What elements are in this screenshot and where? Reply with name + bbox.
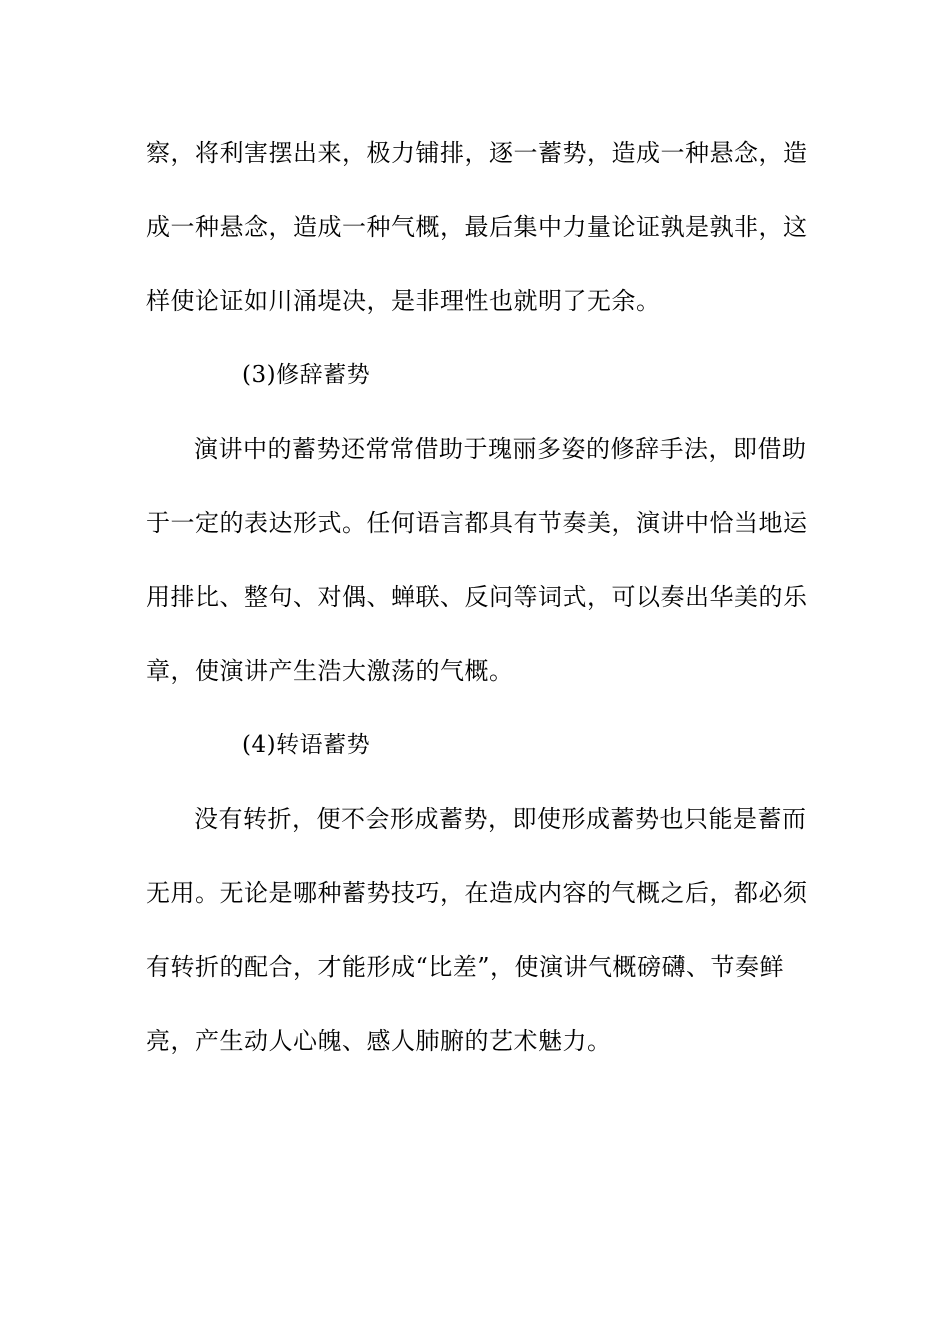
text-line: 察，将利害摆出来，极力铺排，逐一蓄势，造成一种悬念，造 [146,139,808,167]
paragraph-turn [146,782,806,1078]
section-heading-3 [146,338,806,412]
text-line: 于一定的表达形式。任何语言都具有节奏美，演讲中恰当地运 [146,509,808,537]
paragraph-continued [146,116,806,338]
heading-rhetoric: (3)修辞蓄势 [242,362,371,388]
paragraph-rhetoric [146,412,806,708]
text-line: 章，使演讲产生浩大激荡的气概。 [146,657,514,685]
text-line: 演讲中的蓄势还常常借助于瑰丽多姿的修辞手法，即借助 [194,435,807,463]
text-line: 样使论证如川涌堤决，是非理性也就明了无余。 [146,287,661,315]
text-line: 有转折的配合，才能形成“比差”，使演讲气概磅礴、节奏鲜 [146,953,785,981]
text-line: 亮，产生动人心魄、感人肺腑的艺术魅力。 [146,1027,612,1055]
text-line: 用排比、整句、对偶、蝉联、反问等词式，可以奏出华美的乐 [146,583,808,611]
text-line: 无用。无论是哪种蓄势技巧，在造成内容的气概之后，都必须 [146,879,808,907]
section-heading-4 [146,708,806,782]
text-line: 成一种悬念，造成一种气概，最后集中力量论证孰是孰非，这 [146,213,808,241]
text-line: 没有转折，便不会形成蓄势，即使形成蓄势也只能是蓄而 [194,805,807,833]
heading-turn: (4)转语蓄势 [242,732,371,758]
